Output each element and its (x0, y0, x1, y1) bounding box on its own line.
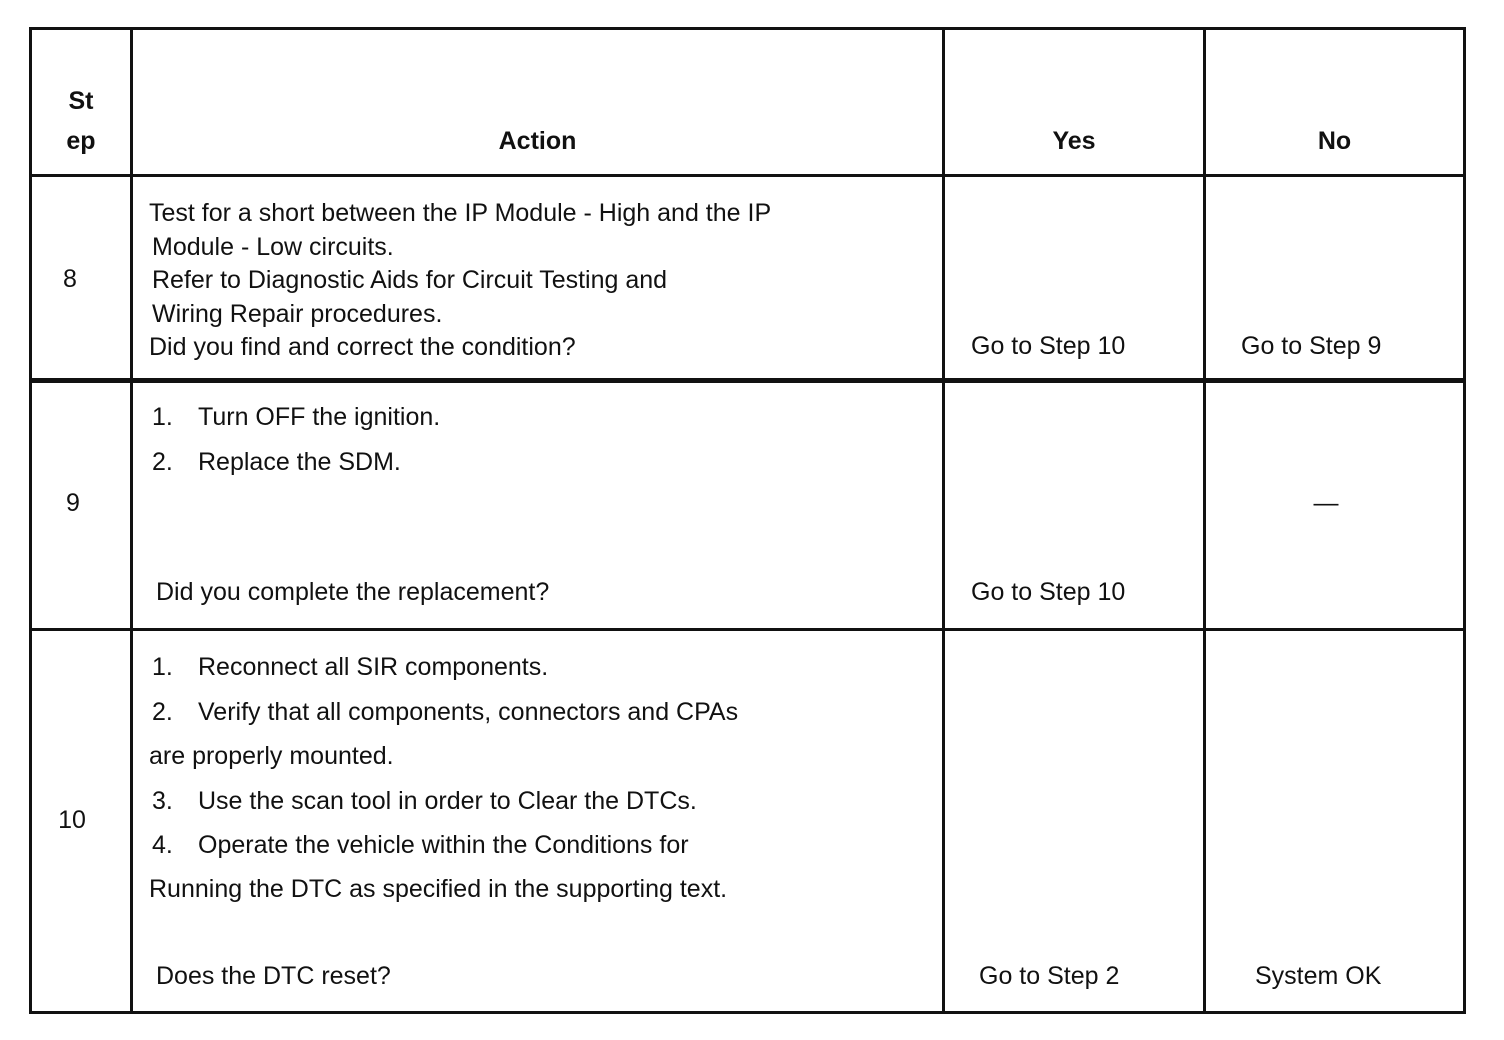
action-list-item (152, 652, 548, 682)
list-text: Reconnect all SIR components. (198, 653, 549, 681)
action-question: Did you find and correct the condition? (149, 333, 576, 361)
header-no: No (1317, 127, 1352, 155)
header-divider (29, 174, 1466, 177)
action-line: Test for a short between the IP Module - High and the IP (149, 199, 772, 227)
header-step-line2: ep (66, 127, 96, 155)
list-number: 4. (152, 831, 173, 859)
step-number-9: 9 (66, 489, 80, 517)
action-list-item (152, 697, 738, 727)
action-list-item (152, 402, 440, 432)
row-divider-9-10 (29, 628, 1466, 631)
col-divider-action-yes (942, 27, 945, 1014)
list-number: 1. (152, 653, 173, 681)
table-border-top (29, 27, 1466, 30)
action-list-continuation: are properly mounted. (149, 742, 394, 770)
action-list-item (152, 830, 689, 860)
row-divider-8-9 (29, 378, 1466, 383)
table-border-right (1463, 27, 1466, 1014)
step-number-8: 8 (63, 265, 77, 293)
no-result-10: System OK (1255, 962, 1382, 990)
yes-result-8: Go to Step 10 (971, 332, 1126, 360)
action-line: Refer to Diagnostic Aids for Circuit Testing and (152, 266, 668, 294)
no-result-8: Go to Step 9 (1241, 332, 1382, 360)
header-step-line1: St (68, 87, 94, 115)
action-line: Wiring Repair procedures. (152, 300, 443, 328)
action-question: Did you complete the replacement? (156, 578, 550, 606)
action-list-item (152, 447, 401, 477)
list-text: Replace the SDM. (198, 448, 401, 476)
col-divider-yes-no (1203, 27, 1206, 1014)
list-text: Use the scan tool in order to Clear the DTCs. (198, 787, 697, 815)
list-text: Turn OFF the ignition. (198, 403, 441, 431)
no-result-9-dash: — (1313, 489, 1339, 517)
step-number-10: 10 (58, 806, 86, 834)
header-yes: Yes (1052, 127, 1096, 155)
list-number: 2. (152, 698, 173, 726)
list-text: Verify that all components, connectors and CPAs (198, 698, 739, 726)
col-divider-step-action (130, 27, 133, 1014)
list-text: Operate the vehicle within the Conditions for (198, 831, 689, 859)
action-line: Module - Low circuits. (152, 233, 394, 261)
action-list-item (152, 786, 697, 816)
list-number: 2. (152, 448, 173, 476)
action-list-continuation: Running the DTC as specified in the supporting text. (149, 875, 728, 903)
table-border-bottom (29, 1011, 1466, 1014)
list-number: 3. (152, 787, 173, 815)
table-border-left (29, 27, 32, 1014)
list-number: 1. (152, 403, 173, 431)
action-question: Does the DTC reset? (156, 962, 391, 990)
header-action: Action (498, 127, 577, 155)
yes-result-10: Go to Step 2 (979, 962, 1120, 990)
header-step (32, 86, 130, 156)
yes-result-9: Go to Step 10 (971, 578, 1126, 606)
